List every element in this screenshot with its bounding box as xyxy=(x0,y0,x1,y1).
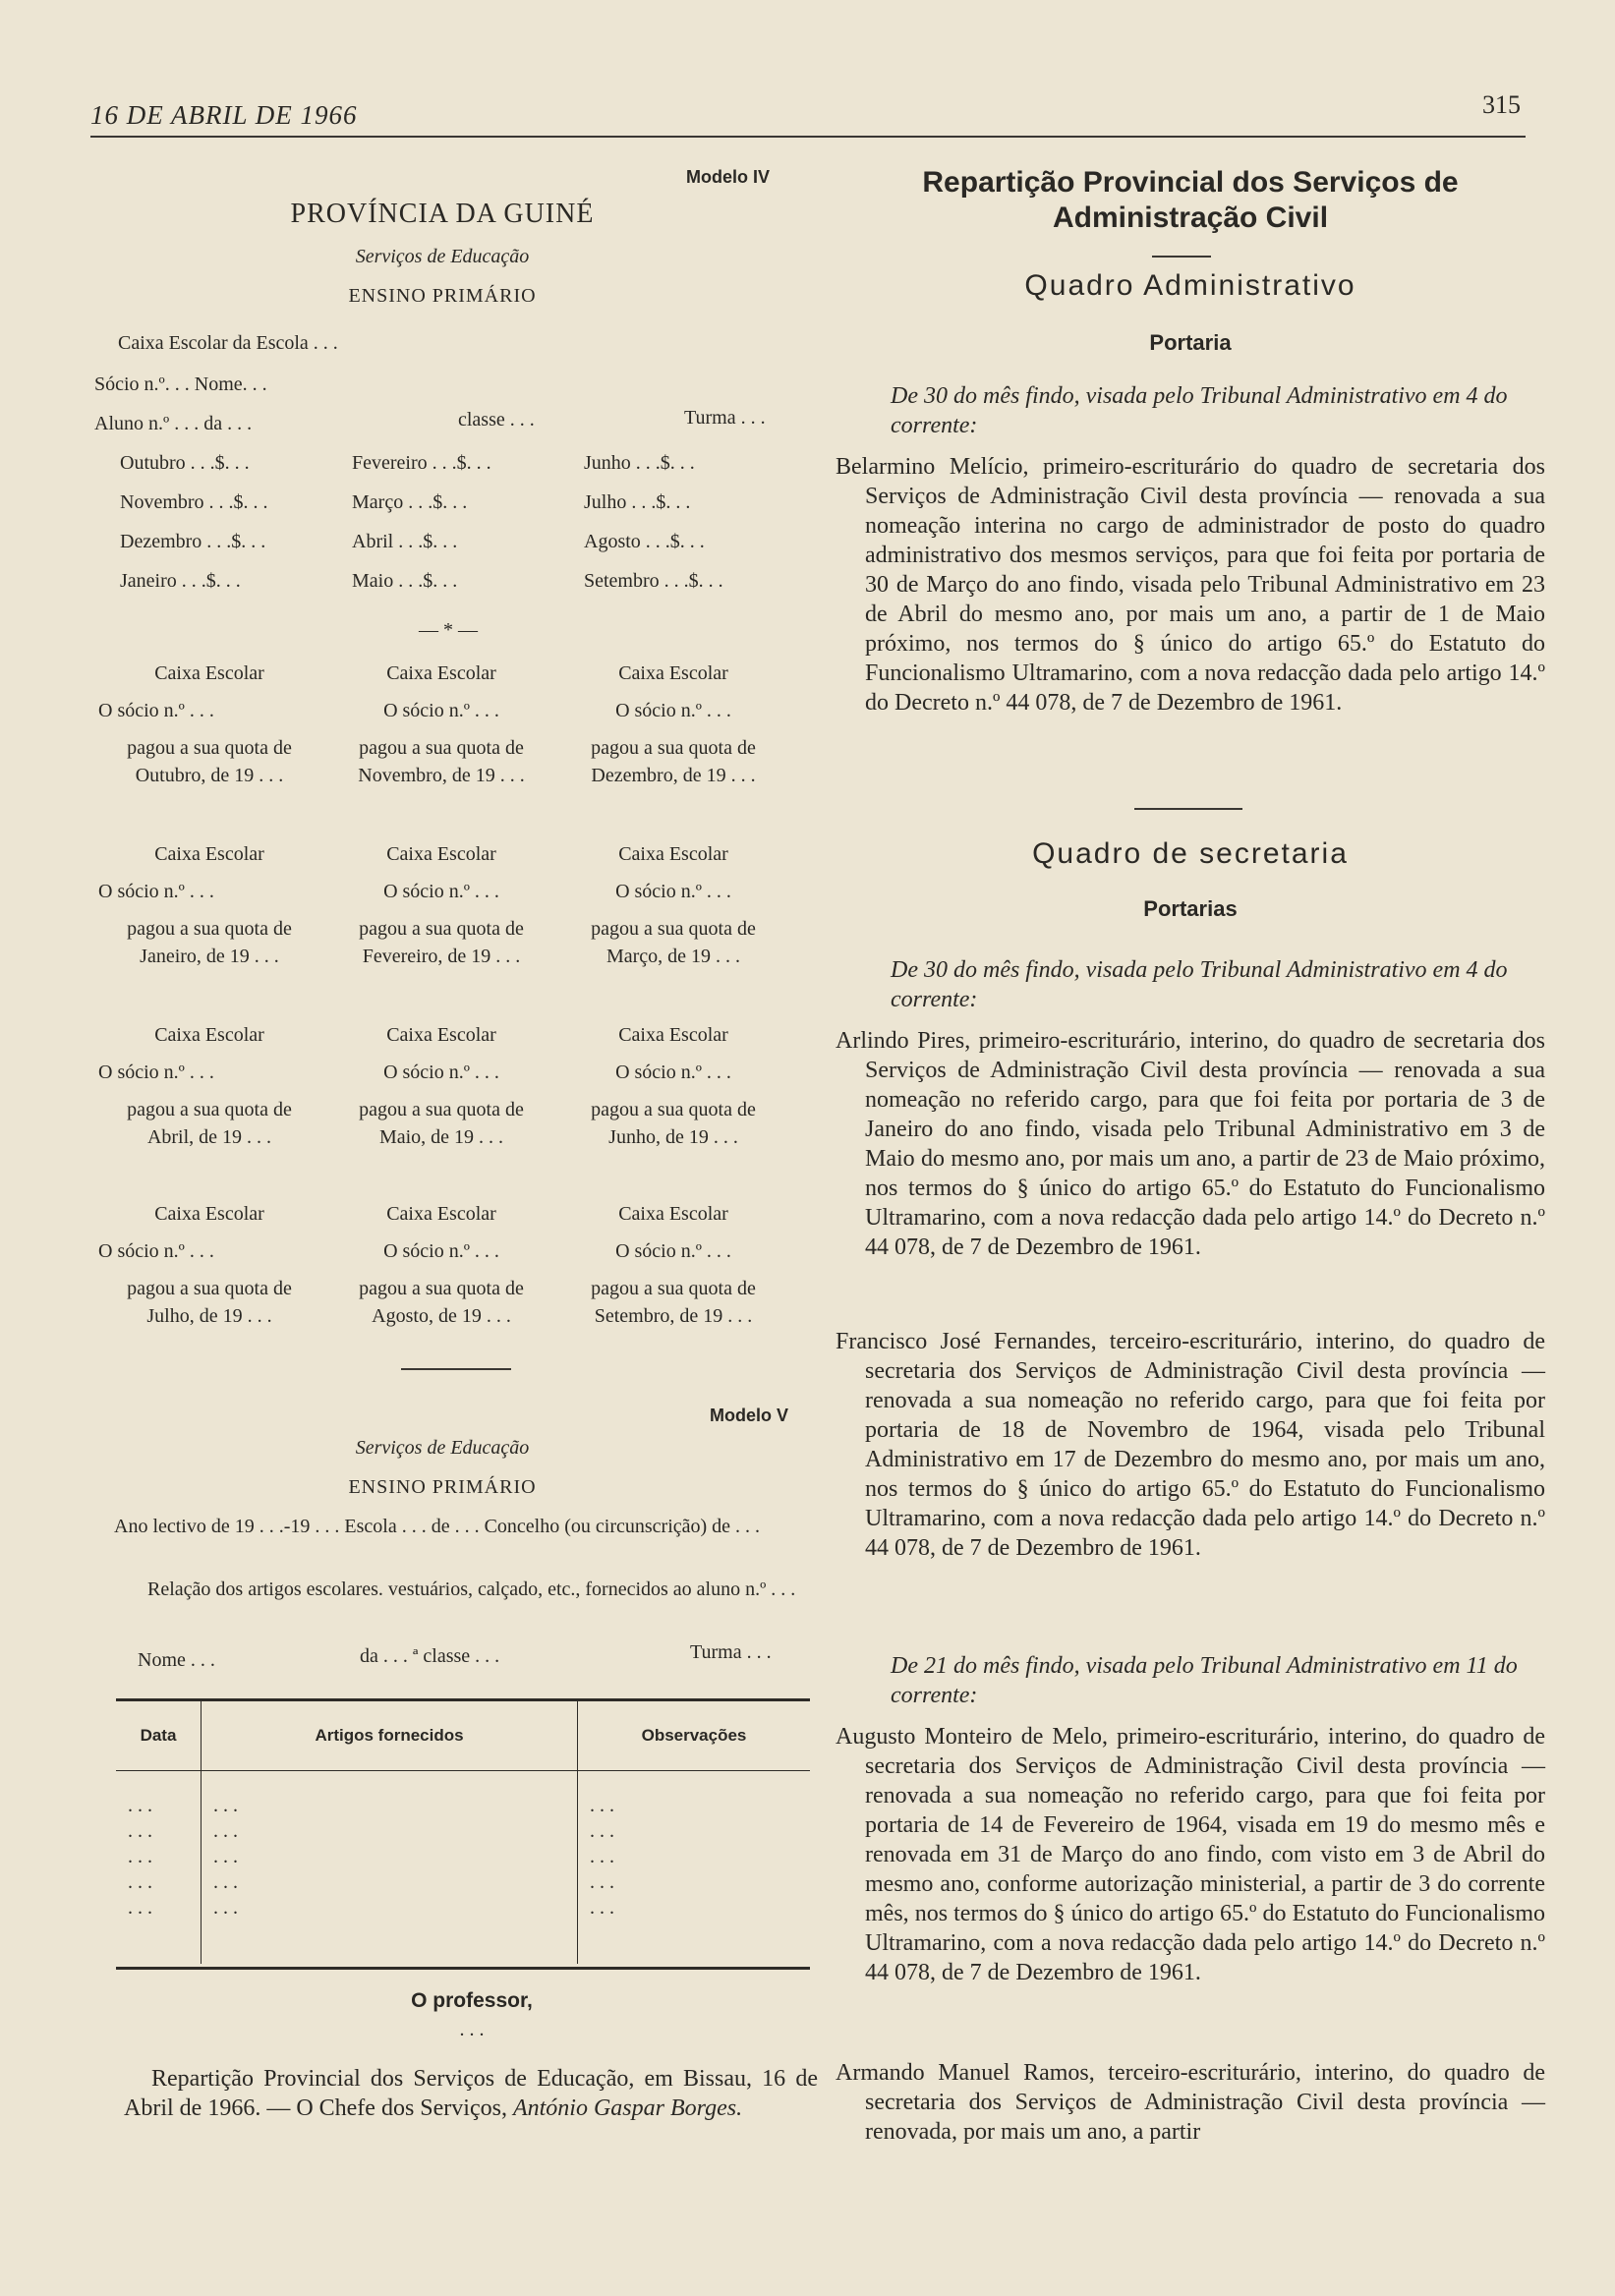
caixa-escola-line: Caixa Escolar da Escola . . . xyxy=(118,332,338,354)
month-cell: Novembro . . .$. . . xyxy=(120,491,268,513)
receipt-month: Setembro, de 19 . . . xyxy=(594,1305,753,1327)
professor-label: O professor, xyxy=(411,1989,533,2012)
receipt-month: Dezembro, de 19 . . . xyxy=(591,765,756,786)
receipt-card xyxy=(562,659,784,788)
articles-table-frame xyxy=(116,1698,810,1970)
receipt-card xyxy=(330,1199,552,1329)
receipt-title: Caixa Escolar xyxy=(618,843,728,865)
portaria-heading: Portaria xyxy=(1149,330,1232,355)
page-number: 315 xyxy=(1482,90,1521,119)
month-cell: Abril . . .$. . . xyxy=(352,531,458,552)
receipt-socio: O sócio n.º . . . xyxy=(383,1062,499,1083)
services-subheading-2: Serviços de Educação xyxy=(355,1437,530,1459)
receipt-card xyxy=(330,839,552,969)
portaria-paragraph-4: Augusto Monteiro de Melo, primeiro-escriturário, interino, do quadro de secretaria dos Serviços de Administração Civil desta província — renovada a sua nomeação no referido cargo, para que foi feita por portaria de 14 de Fevereiro de 1964, visada em 19 do mesmo mês e renovada em 31 de Março do ano findo, com visto em 3 de Abril do mesmo ano, conforme autorização ministerial, a partir de 3 do corrente mês, nos termos do § único do artigo 65.º do Estatuto do Funcionalismo Ultramarino, com a nova redacção dada pelo artigo 14.º do Decreto n.º 44 078, de 7 de Dezembro de 1961. xyxy=(836,1724,1545,1985)
month-cell: Dezembro . . .$. . . xyxy=(120,531,266,552)
portaria-paragraph-1: Belarmino Melício, primeiro-escriturário do quadro de secretaria dos Serviços de Administração Civil desta província — renovada a sua nomeação interina no cargo de administrador de posto do quadro administrativo dos mesmos serviços, para que foi feita por portaria de 30 de Março do ano findo, visada pelo Tribunal Administrativo em 23 de Abril do mesmo ano, por mais um ano, a partir de 1 de Maio próximo, nos termos do § único do artigo 65.º do Estatuto do Funcionalismo Ultramarino, com a nova redacção dada pelo artigo 14.º do Decreto n.º 44 078, de 7 de Dezembro de 1961. xyxy=(836,454,1545,716)
receipt-title: Caixa Escolar xyxy=(618,1024,728,1046)
receipt-card xyxy=(330,659,552,788)
receipt-month: Outubro, de 19 . . . xyxy=(135,765,284,786)
relacao-line: Relação dos artigos escolares. vestuários, calçado, etc., fornecidos ao aluno n.º . . . xyxy=(147,1578,796,1600)
months-grid xyxy=(120,448,816,596)
signature: António Gaspar Borges. xyxy=(512,2095,743,2121)
month-cell: Outubro . . .$. . . xyxy=(120,452,250,474)
receipt-title: Caixa Escolar xyxy=(386,1203,496,1225)
month-cell: Julho . . .$. . . xyxy=(584,491,691,513)
receipt-socio: O sócio n.º . . . xyxy=(383,700,499,721)
month-cell: Fevereiro . . .$. . . xyxy=(352,452,491,474)
turma-line: Turma . . . xyxy=(684,407,766,429)
receipt-paid: pagou a sua quota de xyxy=(359,1278,524,1299)
receipt-title: Caixa Escolar xyxy=(154,662,264,684)
receipt-paid: pagou a sua quota de xyxy=(127,1099,292,1120)
page-date: 16 DE ABRIL DE 1966 xyxy=(90,100,358,130)
receipt-title: Caixa Escolar xyxy=(154,1024,264,1046)
aluno-line: Aluno n.º . . . da . . . xyxy=(94,413,253,434)
separator-rule xyxy=(401,1368,511,1370)
column-header: Data xyxy=(116,1701,202,1771)
ensino-heading: ENSINO PRIMÁRIO xyxy=(348,285,537,307)
portaria-paragraph-2: Arlindo Pires, primeiro-escriturário, interino, do quadro de secretaria dos Serviços de Administração Civil desta província — renovada a sua nomeação no referido cargo, para que foi feita por portaria de 3 de Janeiro do ano findo, visada pelo Tribunal Administrativo em 3 de Maio do mesmo ano, por mais um ano, a partir de 23 de Maio próximo, nos termos do § único do artigo 65.º do Estatuto do Funcionalismo Ultramarino, com a nova redacção dada pelo artigo 14.º do Decreto n.º 44 078, de 7 de Dezembro de 1961. xyxy=(836,1028,1545,1260)
month-cell: Junho . . .$. . . xyxy=(584,452,695,474)
modelo-v-label: Modelo V xyxy=(710,1406,788,1425)
modelo-iv-label: Modelo IV xyxy=(686,167,770,187)
closing-text: Repartição Provincial dos Serviços de Educação, em Bissau, 16 de Abril de 1966. — O Chefe dos Serviços, xyxy=(124,2066,818,2121)
receipt-title: Caixa Escolar xyxy=(386,843,496,865)
portaria-paragraph-5: Armando Manuel Ramos, terceiro-escriturário, interino, do quadro de secretaria dos Serviços de Administração Civil desta província — renovada, por mais um ano, a partir xyxy=(836,2060,1545,2145)
receipt-card xyxy=(98,1199,320,1329)
turma-line-2: Turma . . . xyxy=(690,1641,772,1663)
receipt-card xyxy=(98,659,320,788)
receipt-title: Caixa Escolar xyxy=(154,1203,264,1225)
receipt-socio: O sócio n.º . . . xyxy=(98,700,214,721)
receipt-card xyxy=(98,839,320,969)
receipt-socio: O sócio n.º . . . xyxy=(98,1240,214,1262)
repartition-title: Repartição Provincial dos Serviços de Administração Civil xyxy=(922,166,1459,234)
portarias-heading: Portarias xyxy=(1143,896,1238,921)
nome-line: Nome . . . xyxy=(138,1649,215,1671)
receipt-paid: pagou a sua quota de xyxy=(591,1099,756,1120)
receipt-card xyxy=(330,1020,552,1150)
receipt-paid: pagou a sua quota de xyxy=(127,737,292,759)
month-cell: Agosto . . .$. . . xyxy=(584,531,705,552)
da-classe-line: da . . . ª classe . . . xyxy=(360,1645,500,1667)
receipt-title: Caixa Escolar xyxy=(618,662,728,684)
receipt-month: Março, de 19 . . . xyxy=(606,946,741,967)
receipt-title: Caixa Escolar xyxy=(154,843,264,865)
receipt-paid: pagou a sua quota de xyxy=(591,737,756,759)
decree-date-2: De 30 do mês findo, visada pelo Tribunal Administrativo em 4 do corrente: xyxy=(891,957,1508,1012)
receipt-socio: O sócio n.º . . . xyxy=(615,881,731,902)
decree-date-3: De 21 do mês findo, visada pelo Tribunal Administrativo em 11 do corrente: xyxy=(891,1653,1518,1708)
ano-lectivo-line: Ano lectivo de 19 . . .-19 . . . Escola . . . de . . . Concelho (ou circunscrição) de . . . xyxy=(114,1516,761,1537)
month-cell: Setembro . . .$. . . xyxy=(584,570,723,592)
ensino-heading-2: ENSINO PRIMÁRIO xyxy=(348,1476,537,1498)
socio-nome-line: Sócio n.º. . . Nome. . . xyxy=(94,373,267,395)
receipt-month: Junho, de 19 . . . xyxy=(608,1126,738,1148)
receipt-month: Janeiro, de 19 . . . xyxy=(140,946,279,967)
province-heading: PROVÍNCIA DA GUINÉ xyxy=(290,199,595,229)
asterisk-separator: — * — xyxy=(419,619,478,641)
receipt-paid: pagou a sua quota de xyxy=(359,1099,524,1120)
title-rule xyxy=(1152,256,1211,258)
receipt-paid: pagou a sua quota de xyxy=(127,1278,292,1299)
section-rule xyxy=(1134,808,1242,810)
receipt-month: Abril, de 19 . . . xyxy=(146,1126,272,1148)
receipt-paid: pagou a sua quota de xyxy=(127,918,292,940)
receipt-card xyxy=(562,839,784,969)
articles-table xyxy=(116,1701,810,1964)
column-header: Artigos fornecidos xyxy=(202,1701,578,1771)
section-quadro-administrativo: Quadro Administrativo xyxy=(1024,269,1356,302)
receipt-month: Maio, de 19 . . . xyxy=(378,1126,504,1148)
receipt-title: Caixa Escolar xyxy=(618,1203,728,1225)
receipt-socio: O sócio n.º . . . xyxy=(98,1062,214,1083)
month-cell: Março . . .$. . . xyxy=(352,491,468,513)
table-cell: . . . . . . . . . . . . . . . xyxy=(590,1795,614,1919)
receipt-socio: O sócio n.º . . . xyxy=(615,700,731,721)
month-cell: Maio . . .$. . . xyxy=(352,570,458,592)
month-cell: Janeiro . . .$. . . xyxy=(120,570,241,592)
receipt-card xyxy=(98,1020,320,1150)
receipt-month: Julho, de 19 . . . xyxy=(146,1305,272,1327)
table-cell: . . . . . . . . . . . . . . . xyxy=(202,1771,578,1964)
closing-paragraph xyxy=(124,2064,818,2123)
column-header: Observações xyxy=(641,1726,747,1745)
receipt-card xyxy=(562,1199,784,1329)
receipt-month: Fevereiro, de 19 . . . xyxy=(362,946,521,967)
classe-line: classe . . . xyxy=(458,409,535,430)
receipt-month: Novembro, de 19 . . . xyxy=(358,765,525,786)
receipt-socio: O sócio n.º . . . xyxy=(383,881,499,902)
services-subheading: Serviços de Educação xyxy=(355,246,530,267)
receipt-paid: pagou a sua quota de xyxy=(591,918,756,940)
receipt-paid: pagou a sua quota de xyxy=(359,918,524,940)
receipt-title: Caixa Escolar xyxy=(386,1024,496,1046)
decree-date-1: De 30 do mês findo, visada pelo Tribunal Administrativo em 4 do corrente: xyxy=(891,383,1508,438)
receipt-month: Agosto, de 19 . . . xyxy=(372,1305,511,1327)
receipt-paid: pagou a sua quota de xyxy=(359,737,524,759)
header-rule xyxy=(90,136,1526,138)
receipt-card xyxy=(562,1020,784,1150)
section-quadro-secretaria: Quadro de secretaria xyxy=(1032,837,1349,870)
receipt-socio: O sócio n.º . . . xyxy=(615,1240,731,1262)
portaria-paragraph-3: Francisco José Fernandes, terceiro-escriturário, interino, do quadro de secretaria dos Serviços de Administração Civil desta província — renovada a sua nomeação no referido cargo, para que foi feita por portaria de 18 de Novembro de 1964, visada pelo Tribunal Administrativo em 17 de Dezembro do mesmo ano, por mais um ano, nos termos do § único do artigo 65.º do Estatuto do Funcionalismo Ultramarino, com a nova redacção dada pelo artigo 14.º do Decreto n.º 44 078, de 7 de Dezembro de 1961. xyxy=(836,1329,1545,1561)
table-cell: . . . . . . . . . . . . . . . xyxy=(116,1771,202,1964)
receipt-paid: pagou a sua quota de xyxy=(591,1278,756,1299)
receipt-socio: O sócio n.º . . . xyxy=(615,1062,731,1083)
professor-dots: . . . xyxy=(459,2019,485,2040)
receipt-title: Caixa Escolar xyxy=(386,662,496,684)
receipt-socio: O sócio n.º . . . xyxy=(383,1240,499,1262)
receipt-socio: O sócio n.º . . . xyxy=(98,881,214,902)
